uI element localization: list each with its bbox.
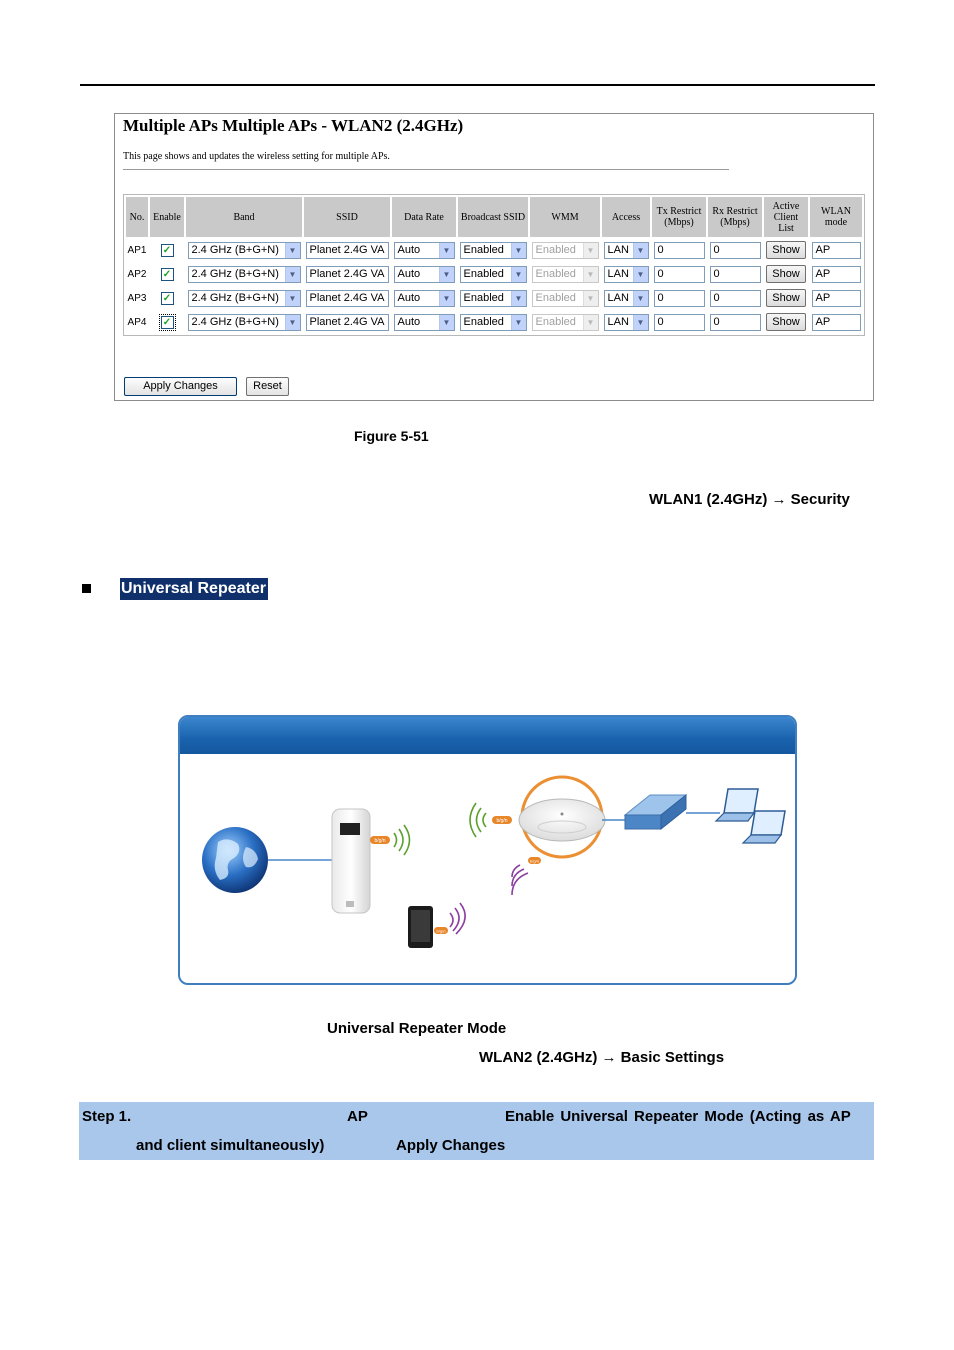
diagram-illustration: [180, 717, 795, 983]
enable-checkbox[interactable]: ✓: [161, 268, 174, 281]
rx-restrict-input[interactable]: 0: [710, 314, 761, 331]
chevron-down-icon: ▼: [285, 267, 300, 282]
table-header-row: [126, 197, 862, 237]
col-active-client-list: Active Client List: [764, 197, 808, 237]
access-value: LAN: [607, 243, 629, 256]
cpe-tag: [370, 836, 390, 844]
col-band: Band: [186, 197, 302, 237]
chevron-down-icon: ▼: [633, 291, 648, 306]
chevron-down-icon: ▼: [285, 243, 300, 258]
svg-text:b/g/n: b/g/n: [436, 928, 446, 934]
ap-signal-icon: [470, 803, 486, 837]
broadcast-ssid-select[interactable]: [460, 266, 527, 283]
switch-icon: [625, 795, 686, 829]
data-rate-select[interactable]: [394, 242, 455, 259]
wmm-value: Enabled: [535, 315, 576, 328]
svg-text:b/g/n: b/g/n: [496, 818, 508, 824]
wlan-mode-input[interactable]: AP: [812, 314, 861, 331]
globe-icon: [202, 827, 268, 893]
ap-number: AP3: [127, 292, 147, 304]
band-select[interactable]: [188, 290, 301, 307]
chevron-down-icon: ▼: [583, 315, 598, 330]
data-rate-value: Auto: [397, 291, 421, 304]
wmm-select: [532, 242, 599, 259]
data-rate-value: Auto: [397, 315, 421, 328]
top-rule: [80, 84, 875, 86]
table-row: [126, 287, 862, 309]
chevron-down-icon: ▼: [511, 243, 526, 258]
enable-checkbox[interactable]: ✓: [161, 292, 174, 305]
enable-checkbox[interactable]: ✓: [161, 244, 174, 257]
broadcast-value: Enabled: [463, 315, 504, 328]
access-select[interactable]: [604, 290, 649, 307]
step-enable-text: Enable Universal Repeater Mode (Acting as AP: [505, 1108, 851, 1125]
show-clients-button[interactable]: Show: [766, 313, 806, 331]
chevron-down-icon: ▼: [439, 315, 454, 330]
svg-text:b/g/n: b/g/n: [530, 858, 539, 864]
chevron-down-icon: ▼: [285, 315, 300, 330]
chevron-down-icon: ▼: [511, 267, 526, 282]
access-value: LAN: [607, 315, 629, 328]
rx-restrict-input[interactable]: 0: [710, 266, 761, 283]
diagram-caption: Universal Repeater Mode: [327, 1020, 507, 1037]
table-row: [126, 263, 862, 285]
step-1-box: [79, 1102, 874, 1160]
ap-tag-upper: [492, 816, 512, 824]
figure-caption: Figure 5-51: [354, 428, 429, 444]
wlan-mode-input[interactable]: AP: [812, 290, 861, 307]
broadcast-value: Enabled: [463, 291, 504, 304]
panel-title: Multiple APs Multiple APs - WLAN2 (2.4GHz): [123, 116, 464, 135]
ssid-input[interactable]: Planet 2.4G VA: [306, 242, 389, 259]
show-clients-button[interactable]: Show: [766, 289, 806, 307]
bullet-square-icon: [82, 584, 91, 593]
access-select[interactable]: [604, 266, 649, 283]
band-select[interactable]: [188, 314, 301, 331]
ap-tag-lower: [528, 857, 541, 864]
band-select[interactable]: [188, 242, 301, 259]
data-rate-value: Auto: [397, 243, 421, 256]
universal-repeater-diagram: [178, 715, 797, 985]
col-wlan-mode: WLAN mode: [810, 197, 862, 237]
access-select[interactable]: [604, 314, 649, 331]
ssid-input[interactable]: Planet 2.4G VA: [306, 266, 389, 283]
aps-table: [123, 194, 865, 336]
broadcast-value: Enabled: [463, 267, 504, 280]
access-select[interactable]: [604, 242, 649, 259]
phone-tag: [434, 927, 448, 934]
tx-restrict-input[interactable]: 0: [654, 242, 705, 259]
step-line2-text: and client simultaneously): [136, 1137, 325, 1154]
wmm-select: [532, 290, 599, 307]
col-access: Access: [602, 197, 650, 237]
data-rate-value: Auto: [397, 267, 421, 280]
broadcast-ssid-select[interactable]: [460, 314, 527, 331]
band-value: 2.4 GHz (B+G+N): [191, 315, 279, 328]
ap-number: AP1: [127, 244, 147, 256]
col-tx-restrict: Tx Restrict (Mbps): [652, 197, 706, 237]
rx-restrict-input[interactable]: 0: [710, 242, 761, 259]
panel-description: This page shows and updates the wireless setting for multiple APs.: [123, 151, 390, 162]
ap-client-signal-icon: [512, 865, 528, 895]
broadcast-ssid-select[interactable]: [460, 290, 527, 307]
ssid-input[interactable]: Planet 2.4G VA: [306, 314, 389, 331]
chevron-down-icon: ▼: [633, 243, 648, 258]
band-value: 2.4 GHz (B+G+N): [191, 291, 279, 304]
wmm-select: [532, 266, 599, 283]
section-heading: Universal Repeater: [120, 578, 268, 600]
step-label: Step 1.: [82, 1108, 132, 1125]
col-wmm: WMM: [530, 197, 600, 237]
wmm-value: Enabled: [535, 291, 576, 304]
data-rate-select[interactable]: [394, 290, 455, 307]
chevron-down-icon: ▼: [439, 291, 454, 306]
wlan-mode-input[interactable]: AP: [812, 266, 861, 283]
col-ssid: SSID: [304, 197, 390, 237]
ap-number: AP2: [127, 268, 147, 280]
wmm-value: Enabled: [535, 267, 576, 280]
rx-restrict-input[interactable]: 0: [710, 290, 761, 307]
data-rate-select[interactable]: [394, 314, 455, 331]
tx-restrict-input[interactable]: 0: [654, 290, 705, 307]
access-value: LAN: [607, 291, 629, 304]
wlan-mode-input[interactable]: AP: [812, 242, 861, 259]
outdoor-cpe-icon: [332, 809, 370, 913]
chevron-down-icon: ▼: [583, 291, 598, 306]
reset-button[interactable]: Reset: [246, 377, 289, 396]
band-value: 2.4 GHz (B+G+N): [191, 267, 279, 280]
col-data-rate: Data Rate: [392, 197, 456, 237]
broadcast-ssid-select[interactable]: [460, 242, 527, 259]
ap-number: AP4: [127, 316, 147, 328]
chevron-down-icon: ▼: [583, 243, 598, 258]
col-enable: Enable: [150, 197, 184, 237]
ssid-input[interactable]: Planet 2.4G VA: [306, 290, 389, 307]
multiple-aps-panel: [114, 113, 874, 401]
col-rx-restrict: Rx Restrict (Mbps): [708, 197, 762, 237]
tx-restrict-input[interactable]: 0: [654, 314, 705, 331]
chevron-down-icon: ▼: [633, 315, 648, 330]
laptop-icon-1: [716, 789, 758, 821]
cpe-signal-icon: [394, 825, 410, 855]
smartphone-icon: [408, 906, 433, 948]
panel-divider: [123, 169, 729, 170]
show-clients-button[interactable]: Show: [766, 241, 806, 259]
band-select[interactable]: [188, 266, 301, 283]
enable-checkbox[interactable]: ✓: [161, 316, 174, 329]
col-broadcast-ssid: Broadcast SSID: [458, 197, 528, 237]
chevron-down-icon: ▼: [511, 315, 526, 330]
band-value: 2.4 GHz (B+G+N): [191, 243, 279, 256]
phone-signal-icon: [450, 903, 465, 934]
chevron-down-icon: ▼: [285, 291, 300, 306]
col-no: No.: [126, 197, 148, 237]
step-ap-text: AP: [347, 1108, 368, 1125]
tx-restrict-input[interactable]: 0: [654, 266, 705, 283]
data-rate-select[interactable]: [394, 266, 455, 283]
table-row: [126, 311, 862, 333]
chevron-down-icon: ▼: [439, 267, 454, 282]
chevron-down-icon: ▼: [439, 243, 454, 258]
wmm-select: [532, 314, 599, 331]
ceiling-ap-icon: [519, 777, 605, 857]
chevron-down-icon: ▼: [633, 267, 648, 282]
show-clients-button[interactable]: Show: [766, 265, 806, 283]
chevron-down-icon: ▼: [583, 267, 598, 282]
broadcast-value: Enabled: [463, 243, 504, 256]
access-value: LAN: [607, 267, 629, 280]
apply-changes-button[interactable]: Apply Changes: [124, 377, 237, 396]
chevron-down-icon: ▼: [511, 291, 526, 306]
nav-path-basic-settings: WLAN2 (2.4GHz) → Basic Settings: [479, 1049, 725, 1066]
wmm-value: Enabled: [535, 243, 576, 256]
svg-text:b/g/n: b/g/n: [374, 838, 386, 844]
table-row: [126, 239, 862, 261]
step-apply-text: Apply Changes: [396, 1137, 506, 1154]
nav-path-security: WLAN1 (2.4GHz) → Security: [649, 491, 850, 508]
